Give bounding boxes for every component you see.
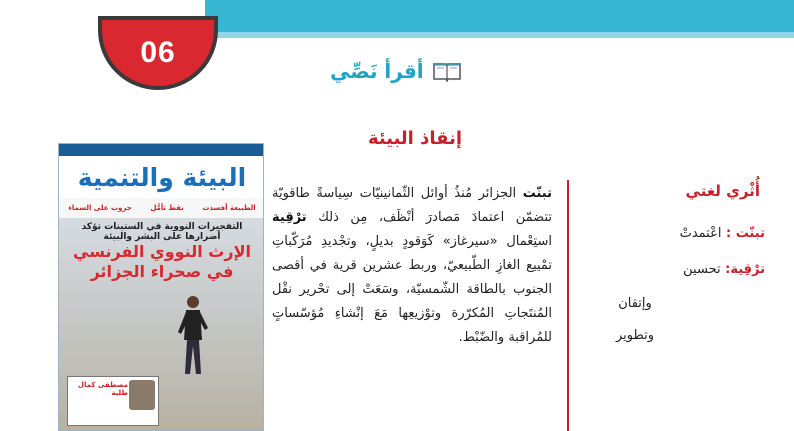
cover-strip-item: نقط تأمُّل bbox=[150, 204, 184, 212]
cover-headline-line1: الإرث النووي الفرنسي bbox=[73, 242, 251, 261]
section-label: أقرأ نَصِّي bbox=[330, 59, 424, 83]
vocab-meaning: تحسين bbox=[683, 262, 721, 277]
article-title: إنقاذ البيئة bbox=[367, 128, 463, 149]
cover-strip-item: حروب على السماء bbox=[68, 204, 132, 212]
vocab-term: تبنّت bbox=[735, 226, 765, 241]
header-accent-bar bbox=[205, 0, 794, 32]
article-keyword: تبنّت bbox=[522, 186, 552, 201]
cover-inset-portrait bbox=[129, 380, 155, 410]
page-number-badge bbox=[98, 16, 218, 90]
vocab-meaning-continued: وإتقان bbox=[618, 296, 652, 311]
cover-top-bar bbox=[59, 144, 264, 156]
open-book-icon bbox=[432, 60, 462, 82]
cover-inset bbox=[67, 376, 159, 426]
magazine-cover bbox=[58, 143, 264, 431]
article-body bbox=[272, 182, 552, 350]
page-number: 06 bbox=[140, 36, 176, 69]
cover-strip bbox=[59, 198, 264, 218]
vocab-term: ترْقِية bbox=[730, 262, 765, 277]
article-text-run: الجزائر مُنذُ أوائل الثّمانينيّات سِياسةً طاقويّة تتضمّن اعتمادَ مَصادرَ أنْظَف، مِن ذلك bbox=[272, 186, 552, 225]
vocab-item bbox=[575, 262, 765, 277]
vocab-meaning-continued: وتطوير bbox=[615, 328, 655, 343]
vocab-meaning: اعْتمدتْ bbox=[679, 226, 722, 241]
sidebar-divider bbox=[567, 180, 569, 431]
cover-headline-line2: في صحراء الجزائر bbox=[90, 262, 234, 281]
cover-masthead bbox=[59, 156, 264, 198]
cover-subtitle: التفجيرات النووية في الستينات تؤكد أضرارها على البشر والبيئة bbox=[81, 222, 243, 242]
vocab-sep: : bbox=[720, 262, 731, 277]
article-keyword: ترْقِية bbox=[272, 210, 307, 225]
walking-person-figure bbox=[177, 294, 209, 380]
article-text-run: استِعْمال «سيرغاز» كَوَقودٍ بديلٍ، وتجْديدِ مُرَكّباتِ تمْييع الغازِ الطّبيعيّ، وربط عشرين قرية في أقصى الجنوب بالطاقة الشّمسيّة، وسَعَتْ إلى تحْرير نقْل المُنتَجاتِ المُكرّرة وتوْزيعِها مَعَ إنْشاءِ مُؤسّساتٍ للمُراقبة والضّبْط. bbox=[272, 234, 552, 345]
cover-strip-item: الطبيعة أفسدت bbox=[202, 204, 256, 212]
vocab-item bbox=[575, 226, 765, 241]
section-title bbox=[330, 56, 462, 86]
vocab-sep: : bbox=[721, 226, 736, 241]
cover-inset-name: مصطفى كمال طلبة bbox=[77, 381, 128, 397]
vocab-title: أُثْري لغتي bbox=[685, 182, 760, 200]
cover-masthead-text: البيئة والتنمية bbox=[77, 162, 247, 192]
